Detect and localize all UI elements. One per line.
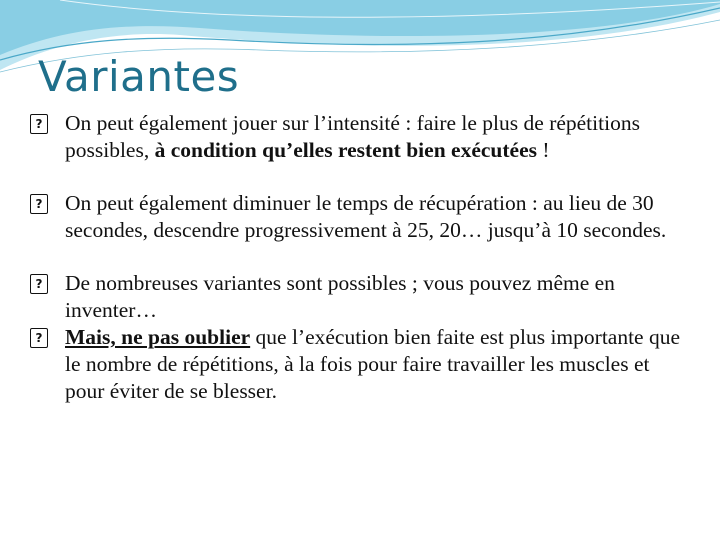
bullet-marker-icon: ? [30, 194, 48, 214]
slide-content [30, 110, 690, 405]
bullet-intensity [30, 110, 690, 164]
bullet-text: On peut également jouer sur l’intensité : faire le plus de répétitions possibles, [65, 111, 640, 162]
bullet-marker-icon: ? [30, 328, 48, 348]
slide-title: Variantes [38, 52, 240, 101]
bullet-variants [30, 270, 690, 324]
bullet-text: On peut également diminuer le temps de récupération : au lieu de 30 secondes, descendre progressivement à 25, 20… jusqu’à 10 secondes. [65, 191, 667, 242]
bullet-bold-underline-text: Mais, ne pas oublier [65, 325, 251, 349]
bullet-bold-text: à condition qu’elles restent bien exécutées [154, 138, 537, 162]
bullet-reminder [30, 324, 690, 405]
bullet-recovery-time [30, 190, 690, 244]
bullet-text-end: ! [536, 138, 550, 162]
bullet-text: De nombreuses variantes sont possibles ; vous pouvez même en inventer… [65, 271, 615, 322]
bullet-marker-icon: ? [30, 114, 48, 134]
bullet-text: que l’exécution bien faite est plus importante que le nombre de répétitions, à la fois pour faire travailler les muscles et pour éviter de se blesser. [65, 325, 681, 403]
bullet-marker-icon: ? [30, 274, 48, 294]
